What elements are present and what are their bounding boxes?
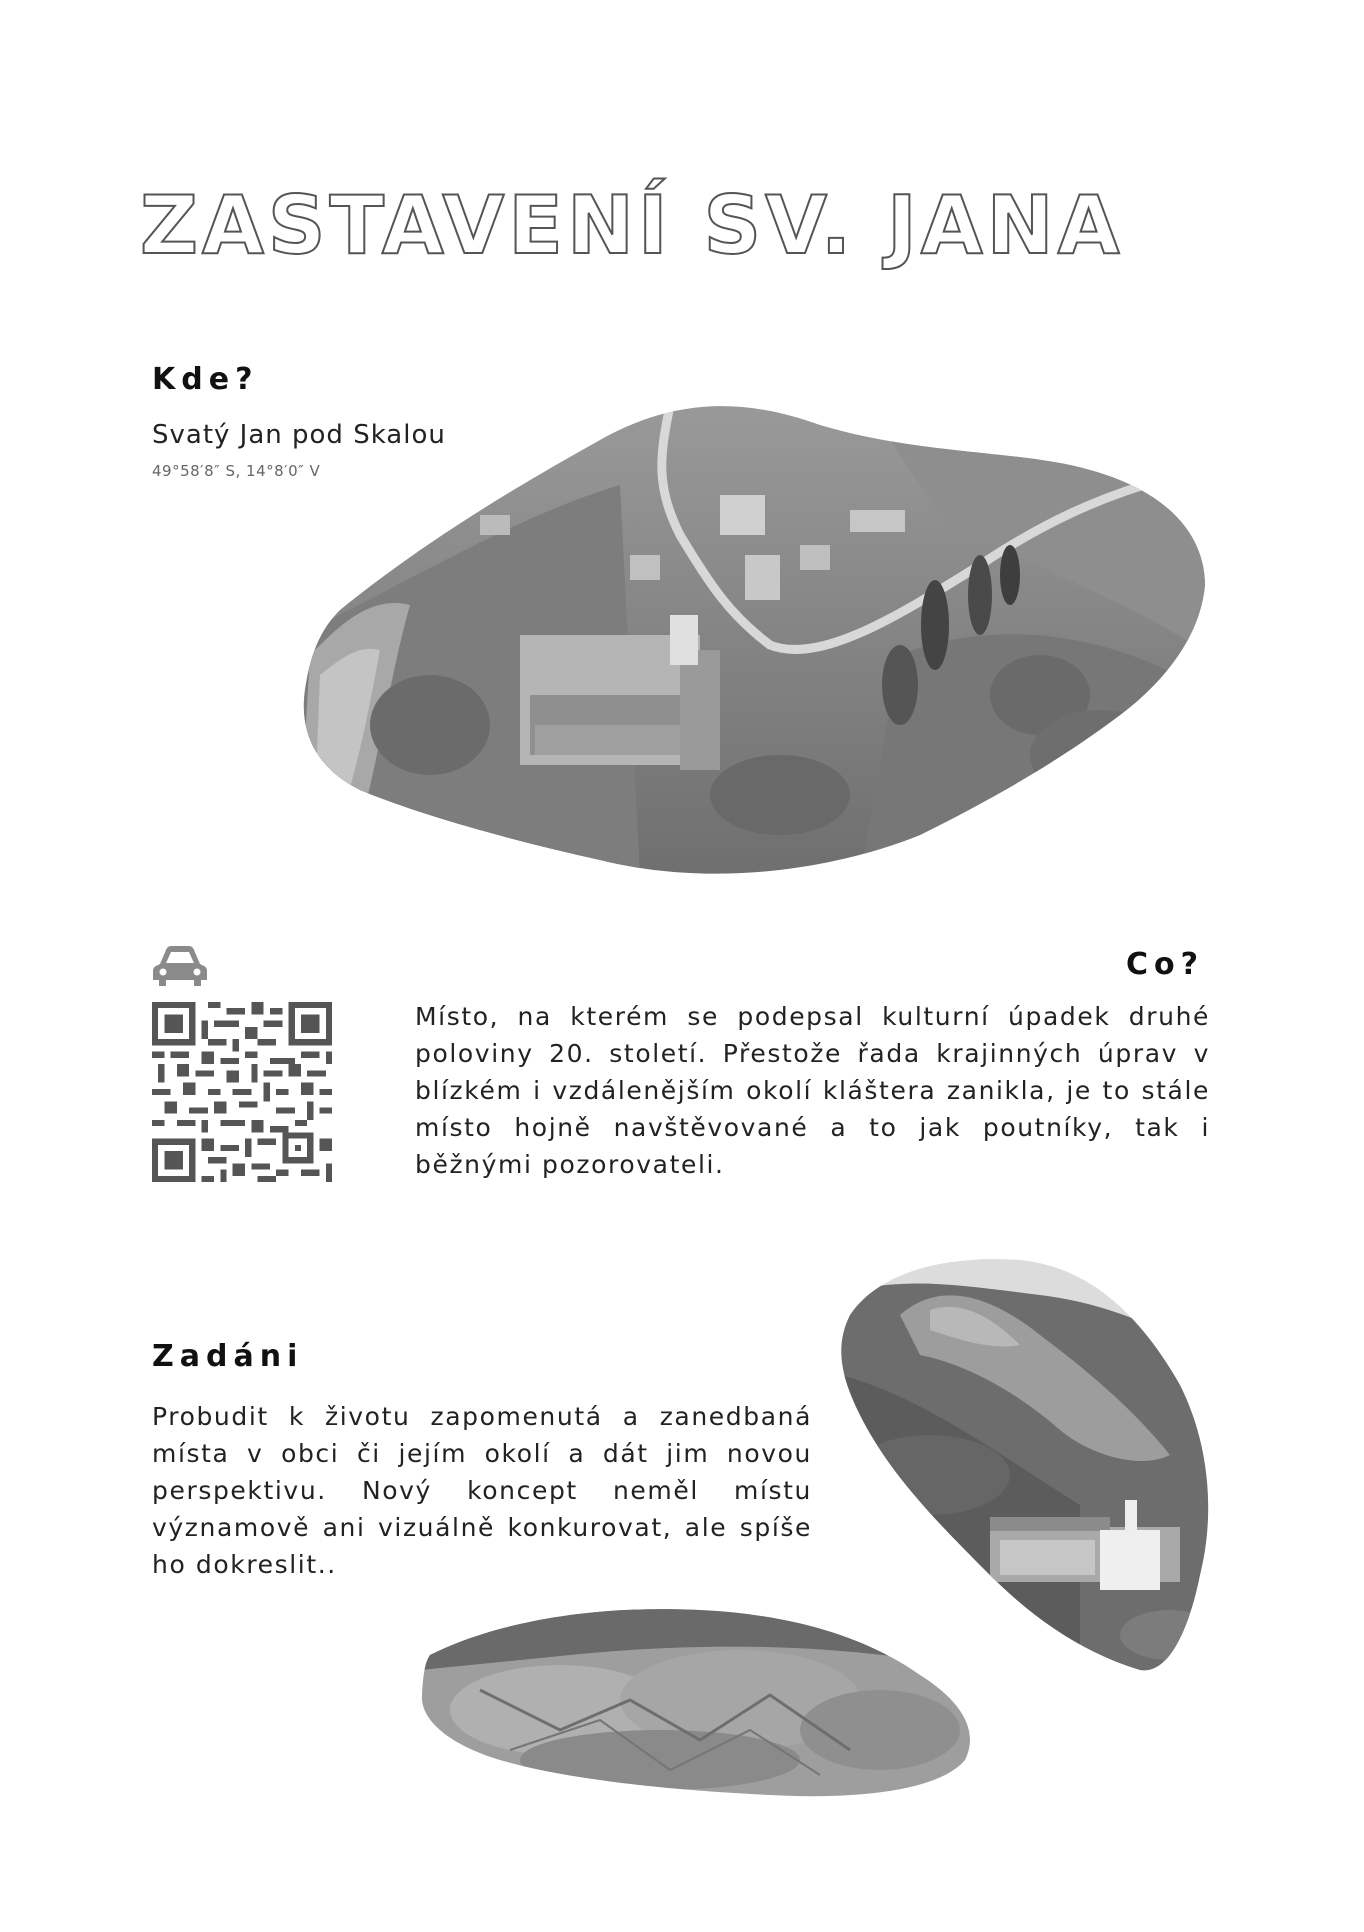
what-heading: Co? <box>1125 947 1204 982</box>
where-heading: Kde? <box>152 362 259 397</box>
assignment-heading: Zadáni <box>152 1339 304 1374</box>
qr-code-icon <box>152 1002 332 1182</box>
rock-texture-photo <box>420 1600 980 1800</box>
aerial-village-photo <box>300 395 1210 875</box>
what-description: Místo, na kterém se podepsal kulturní úpadek druhé poloviny 20. století. Přestože řada krajinných úprav v blízkém i vzdálenějším okolí kláštera zanikla, je to stále místo hojně navštěvované a to jak poutníky, tak i běžnými pozorovateli. <box>415 1002 1210 1179</box>
gps-coordinates: 49°58′8″ S, 14°8′0″ V <box>152 462 321 480</box>
assignment-description: Probudit k životu zapomenutá a zanedbaná místa v obci či jejím okolí a dát jim novou perspektivu. Nový koncept neměl místu významově ani vizuálně konkurovat, ale spíše ho dokreslit.. <box>152 1402 812 1579</box>
car-icon <box>152 944 208 988</box>
page-title: ZASTAVENÍ SV. JANA <box>140 179 1124 272</box>
place-name: Svatý Jan pod Skalou <box>152 420 446 450</box>
